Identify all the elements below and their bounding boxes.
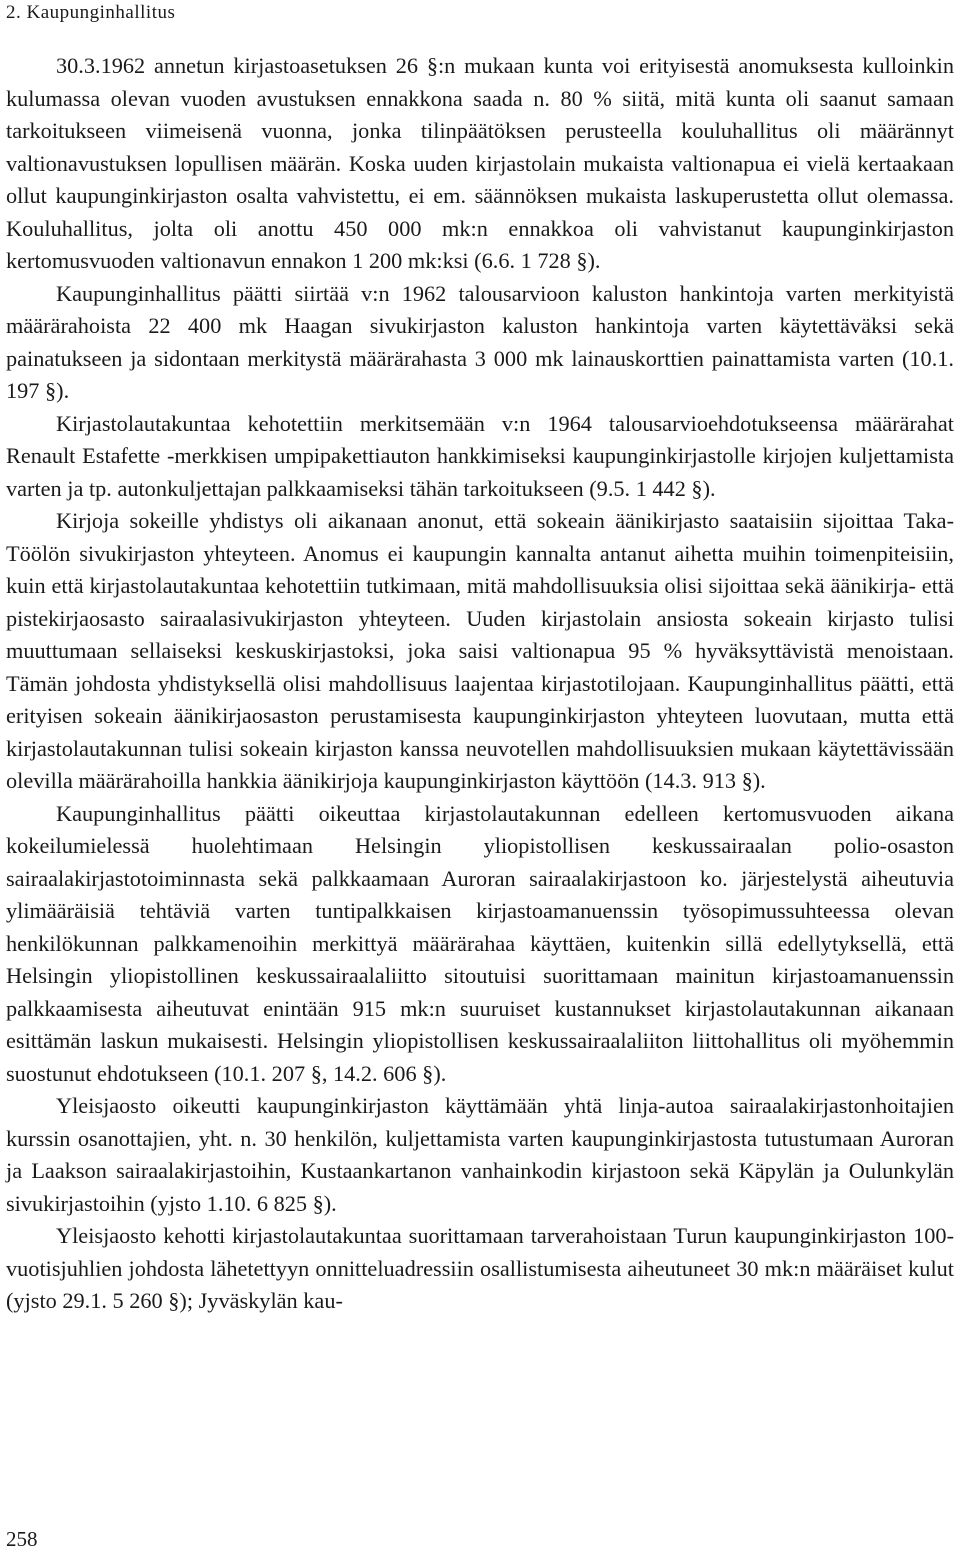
body-text xyxy=(6,50,954,1318)
paragraph-hospital-library: Kaupunginhallitus päätti oikeuttaa kirjastolautakunnan edelleen kertomusvuoden aikana kokeilumielessä huolehtimaan Helsingin yliopistollisen keskussairaalan polio-osaston sairaalakirjastotoiminnasta sekä palkkaamaan Auroran sairaalakirjastoon ko. järjestelystä aiheutuvia ylimääräisiä tehtäviä varten tuntipalkkaisen kirjastoamanuenssin työsopimussuhteessa olevan henkilökunnan palkkamenoihin merkittyä määrärahaa käyttäen, kuitenkin sillä edellytyksellä, että Helsingin yliopistollinen keskussairaalaliitto sitoutuisi suorittamaan mainitun kirjastoamanuenssin palkkaamisesta aiheutuvat enintään 915 mk:n suuruiset kustannukset kirjastolautakunnan aikanaan esittämän laskun mukaisesti. Helsingin yliopistollisen keskussairaalaliiton liittohallitus oli myöhemmin suostunut ehdotukseen (10.1. 207 §, 14.2. 606 §). xyxy=(6,800,954,1086)
paragraph-appropriation-transfer: Kaupunginhallitus päätti siirtää v:n 1962 talousarvioon kaluston hankintoja varten merkityistä määrärahoista 22 400 mk Haagan sivukirjaston kaluston hankintoja varten käytettäväksi sekä painatukseen ja sidontaan merkitystä määrärahasta 3 000 mk lainauskorttien painattamista varten (10.1. 197 §). xyxy=(6,280,954,403)
page-number: 258 xyxy=(6,1527,38,1551)
paragraph-advance-grant: 30.3.1962 annetun kirjastoasetuksen 26 §:n mukaan kunta voi erityisestä anomuksesta kulloinkin kulumassa olevan vuoden avustuksen ennakkona saada n. 80 % siitä, mitä kunta oli saanut samaan tarkoitukseen viimeisenä vuonna, jonka tilinpäätöksen perusteella kouluhallitus oli määrännyt valtionavustuksen lopullisen määrän. Koska uuden kirjastolain mukaista valtionapua ei vielä kertaakaan ollut kaupunginkirjaston osalta vahvistettu, ei em. säännöksen mukaista laskuperustetta ollut olemassa. Kouluhallitus, jolta oli anottu 450 000 mk:n ennakkoa oli vahvistanut kaupunginkirjaston kertomusvuoden valtionavun ennakon 1 200 mk:ksi (6.6. 1 728 §). xyxy=(6,53,954,273)
paragraph-book-van: Kirjastolautakuntaa kehotettiin merkitsemään v:n 1964 talousarvioehdotukseensa määrärahat Renault Estafette -merkkisen umpipakettiauton hankkimiseksi kaupunginkirjastolle kirjojen kuljettamista varten ja tp. autonkuljettajan palkkaamiseksi tähän tarkoitukseen (9.5. 1 442 §). xyxy=(6,410,954,501)
paragraph-blind-library: Kirjoja sokeille yhdistys oli aikanaan anonut, että sokeain äänikirjasto saataisiin sijoittaa Taka-Töölön sivukirjaston yhteyteen. Anomus ei kaupungin kannalta antanut aihetta muihin toimenpiteisiin, kuin että kirjastolautakuntaa kehotettiin tutkimaan, mitä mahdollisuuksia olisi sijoittaa sekä äänikirja- että pistekirjaosasto sairaalasivukirjaston yhteyteen. Uuden kirjastolain ansiosta sokeain kirjasto tulisi muuttumaan sellaiseksi keskuskirjastoksi, joka saisi valtionapua 95 % hyväksyttävistä menoistaan. Tämän johdosta yhdistyksellä olisi mahdollisuus laajentaa kirjastotilojaan. Kaupunginhallitus päätti, että erityisen sokeain äänikirjaosaston perustamisesta kaupunginkirjaston yhteyteen luovutaan, mutta että kirjastolautakunnan tulisi sokeain kirjaston kanssa neuvotellen mahdollisuuksien mukaan käytettävissään olevilla määrärahoilla hankkia äänikirjoja kaupunginkirjaston käyttöön (14.3. 913 §). xyxy=(6,508,954,793)
paragraph-turku-anniversary: Yleisjaosto kehotti kirjastolautakuntaa suorittamaan tarverahoistaan Turun kaupunginkirjaston 100-vuotisjuhlien johdosta lähetettyyn onnitteluadressiin osallistumisesta aiheutuneet 30 mk:n määräiset kulut (yjsto 29.1. 5 260 §); Jyväskylän kau- xyxy=(6,1223,954,1313)
paragraph-bus-usage: Yleisjaosto oikeutti kaupunginkirjaston käyttämään yhtä linja-autoa sairaalakirjastonhoitajien kurssin osanottajien, yht. n. 30 henkilön, kuljettamista varten kaupunginkirjastosta tutustumaan Auroran ja Laakson sairaalakirjastoihin, Kustaankartanon vanhainkodin kirjastoon sekä Käpylän ja Oulunkylän sivukirjastoihin (yjsto 1.10. 6 825 §). xyxy=(6,1093,954,1216)
running-header: 2. Kaupunginhallitus xyxy=(6,2,176,23)
